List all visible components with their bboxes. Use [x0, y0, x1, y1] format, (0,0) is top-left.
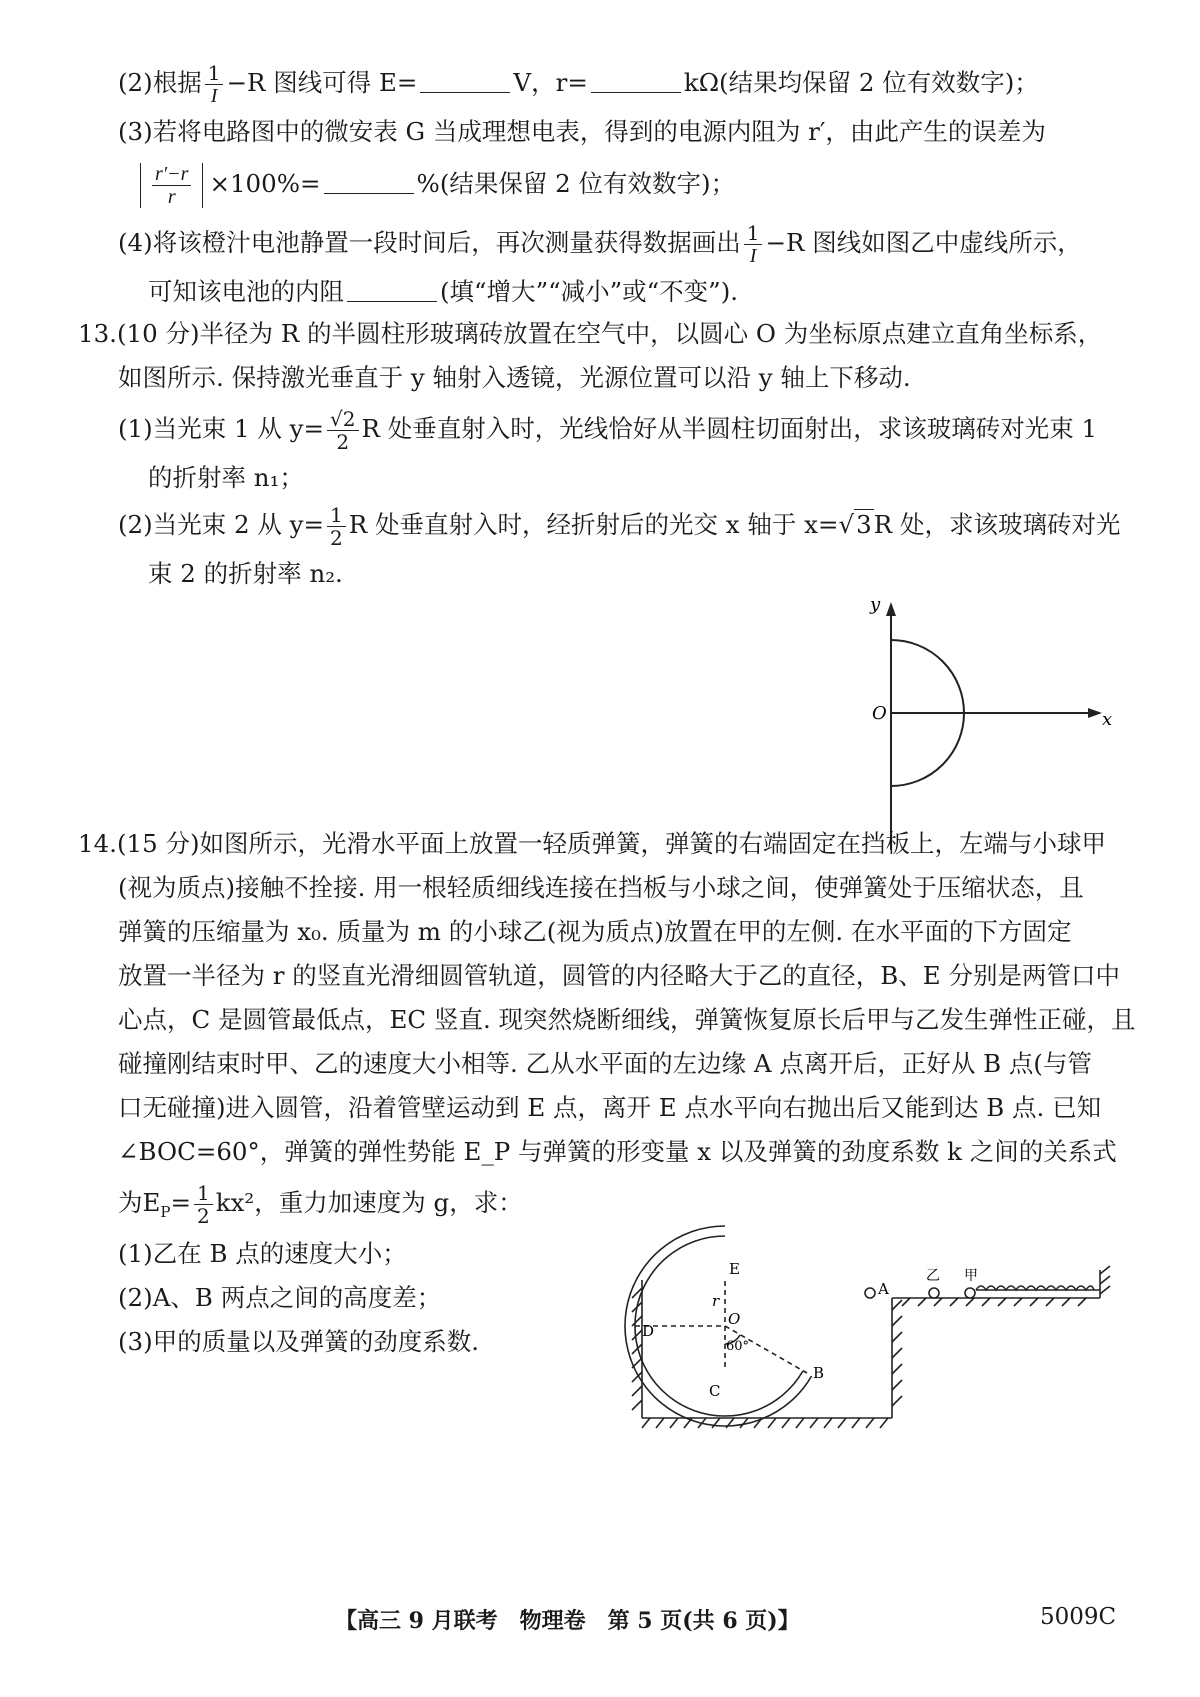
- label-d: D: [642, 1322, 655, 1340]
- frac-den: I: [210, 85, 218, 107]
- frac-num: r′−r: [152, 163, 191, 186]
- q12-part4-line1: [118, 222, 1082, 267]
- frac-num: 1: [327, 504, 346, 527]
- label-e: E: [729, 1260, 740, 1278]
- q14-sub1: (1)乙在 B 点的速度大小；: [118, 1239, 407, 1268]
- q12-part2: [118, 62, 1039, 107]
- label-angle: 60°: [726, 1339, 750, 1354]
- frac-num: 1: [194, 1182, 213, 1205]
- q12-p2-post: kΩ(结果均保留 2 位有效数字)；: [683, 68, 1039, 97]
- q13-p1-pre: (1)当光束 1 从 y=: [118, 414, 325, 443]
- q12-p4-post: −R 图线如图乙中虚线所示，: [765, 228, 1082, 257]
- q13-stem-line1: 13.(10 分)半径为 R 的半圆柱形玻璃砖放置在空气中，以圆心 O 为坐标原点建立直角坐标系，: [78, 319, 1103, 348]
- platform-hatching: [892, 1298, 1086, 1406]
- frac-num: 1: [744, 222, 763, 245]
- answer-blank: [347, 279, 437, 302]
- q13-p2-mid: R 处垂直射入时，经折射后的光交 x 轴于 x=: [348, 510, 839, 539]
- ground-hatching: [642, 1418, 888, 1428]
- q14-stem-line2: (视为质点)接触不拴接. 用一根轻质细线连接在挡板与小球之间，使弹簧处于压缩状态，且: [118, 873, 1084, 902]
- answer-blank: [420, 70, 510, 93]
- q14-stem-line5: 心点，C 是圆管最低点，EC 竖直. 现突然烧断细线，弹簧恢复原长后甲与乙发生弹性正碰，且: [118, 1005, 1136, 1034]
- q13-part2-line2: 束 2 的折射率 n₂.: [148, 559, 343, 588]
- ep-post: kx²，重力加速度为 g，求：: [215, 1188, 523, 1217]
- x-axis-arrow: [1088, 708, 1102, 718]
- y-label: y: [870, 594, 881, 615]
- label-o: O: [728, 1310, 741, 1328]
- ball-jia: [965, 1288, 975, 1298]
- origin-label: O: [872, 703, 887, 724]
- q12-p2-pre: (2)根据: [118, 68, 202, 97]
- q14-stem-line4: 放置一半径为 r 的竖直光滑细圆管轨道，圆管的内径略大于乙的直径，B、E 分别是两管口中: [118, 961, 1120, 990]
- ep-pre: 为E: [118, 1188, 161, 1217]
- q13-part1-line2: 的折射率 n₁；: [148, 463, 304, 492]
- q12-p3-mid: ×100%=: [209, 169, 321, 198]
- q12-p4-line2-pre: 可知该电池的内阻: [148, 277, 344, 306]
- q14-stem-line6: 碰撞刚结束时甲、乙的速度大小相等. 乙从水平面的左边缘 A 点离开后，正好从 B 点(与管: [118, 1049, 1092, 1078]
- label-c: C: [709, 1382, 721, 1400]
- frac-num: √2: [327, 408, 358, 431]
- barrier-hatching: [1100, 1266, 1110, 1294]
- q13-figure: [850, 594, 1113, 860]
- label-a: A: [878, 1280, 889, 1298]
- q14-stem-line8: ∠BOC=60°，弹簧的弹性势能 E_P 与弹簧的形变量 x 以及弹簧的劲度系数 k 之间的关系式: [118, 1137, 1117, 1166]
- fraction: [327, 504, 346, 549]
- ball-yi: [865, 1288, 875, 1298]
- answer-blank: [591, 70, 681, 93]
- fraction: [327, 408, 358, 453]
- q13-stem-line2: 如图所示. 保持激光垂直于 y 轴射入透镜，光源位置可以沿 y 轴上下移动.: [118, 363, 911, 392]
- frac-den: r: [167, 186, 176, 208]
- sqrt-radicand: 3: [856, 510, 872, 539]
- q14-sub2: (2)A、B 两点之间的高度差；: [118, 1283, 442, 1312]
- label-r: r: [712, 1292, 720, 1310]
- q14-stem-line9: [118, 1182, 523, 1230]
- q12-p2-unit: V，r=: [513, 68, 588, 97]
- q12-part4-line2: [148, 274, 738, 310]
- q14-stem-line7: 口无碰撞)进入圆管，沿着管壁运动到 E 点，离开 E 点水平向右抛出后又能到达 B 点. 已知: [118, 1093, 1102, 1122]
- x-label: x: [1102, 709, 1113, 730]
- q14-sub3: (3)甲的质量以及弹簧的劲度系数.: [118, 1327, 479, 1356]
- q12-p4-line2-post: (填“增大”“减小”或“不变”).: [440, 277, 739, 306]
- y-axis-arrow: [886, 602, 896, 616]
- label-yi: 乙: [926, 1268, 940, 1284]
- q12-p3-post: %(结果保留 2 位有效数字)；: [416, 169, 736, 198]
- q13-p1-post: R 处垂直射入时，光线恰好从半圆柱切面射出，求该玻璃砖对光束 1: [361, 414, 1098, 443]
- frac-den: I: [749, 245, 757, 267]
- q12-p4-pre: (4)将该橙汁电池静置一段时间后，再次测量获得数据画出: [118, 228, 741, 257]
- q12-part3-line1: (3)若将电路图中的微安表 G 当成理想电表，得到的电源内阻为 r′，由此产生的误差为: [118, 117, 1046, 146]
- q14-figure: [620, 1240, 1120, 1450]
- label-jia: 甲: [964, 1268, 978, 1284]
- q12-part3-line2: [140, 163, 735, 208]
- answer-blank: [324, 171, 414, 194]
- label-b: B: [813, 1364, 825, 1382]
- paper-code: 5009C: [1040, 1604, 1117, 1630]
- q13-part2-line1: (2)当光束 2 从 y= $\frac{1}{2}$ R 处垂直射入时，经折射后的光交 x 轴于 x=√3R 处，求该玻璃砖对光: [118, 503, 1121, 550]
- absolute-value: [140, 163, 203, 208]
- q13-p2-pre: (2)当光束 2 从 y=: [118, 510, 325, 539]
- q12-p2-mid: −R 图线可得 E=: [226, 68, 418, 97]
- q14-stem-line3: 弹簧的压缩量为 x₀. 质量为 m 的小球乙(视为质点)放置在甲的左侧. 在水平面的下方固定: [118, 917, 1072, 946]
- q13-part1-line1: [118, 408, 1097, 453]
- frac-num: 1: [205, 62, 224, 85]
- q14-stem-line1: 14.(15 分)如图所示，光滑水平面上放置一轻质弹簧，弹簧的右端固定在挡板上，左端与小球甲: [78, 829, 1107, 858]
- frac-den: 2: [197, 1204, 210, 1228]
- fraction: [744, 222, 763, 267]
- q13-p2-post: R 处，求该玻璃砖对光: [873, 510, 1121, 539]
- ball-yi-platform: [929, 1288, 939, 1298]
- frac-den: 2: [336, 430, 350, 454]
- fraction: [152, 163, 191, 208]
- frac-den: 2: [330, 526, 343, 550]
- fraction: [194, 1182, 213, 1227]
- page-footer: 【高三 9 月联考 物理卷 第 5 页(共 6 页)】: [335, 1608, 800, 1634]
- fraction: [205, 62, 224, 107]
- ep-eq: =: [170, 1188, 192, 1217]
- ep-sub: P: [160, 1202, 171, 1221]
